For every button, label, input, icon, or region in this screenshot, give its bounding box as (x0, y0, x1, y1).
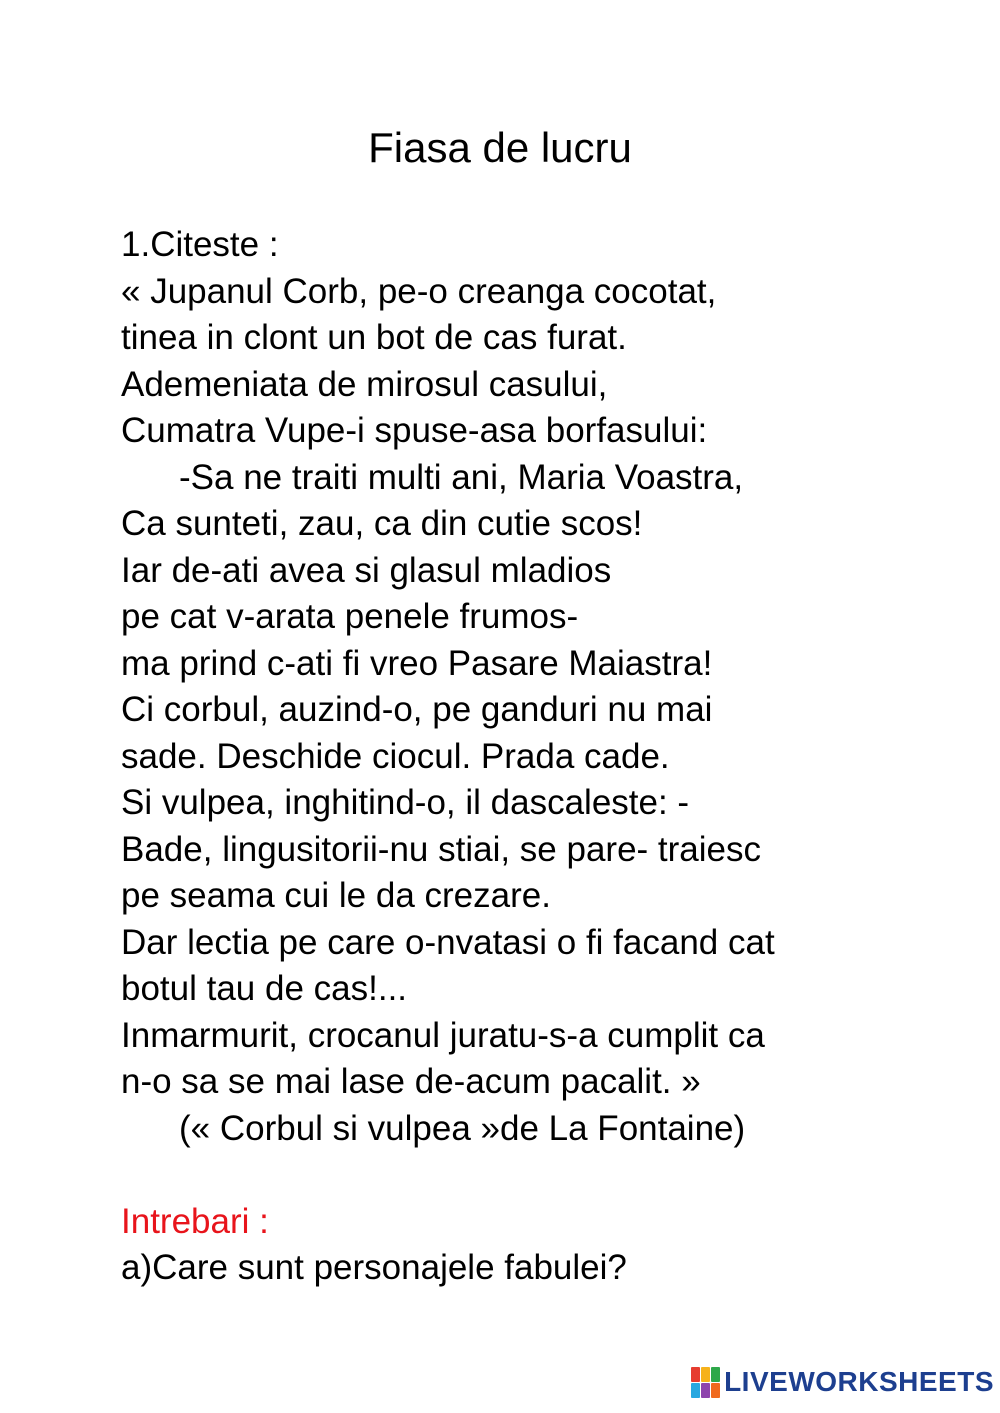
logo-square (711, 1367, 720, 1382)
poem-line: Si vulpea, inghitind-o, il dascaleste: - (121, 783, 690, 822)
liveworksheets-logo[interactable] (691, 1365, 994, 1399)
poem-line: Ademeniata de mirosul casului, (121, 364, 608, 404)
poem-line: Cumatra Vupe-i spuse-asa borfasului: (121, 411, 708, 450)
poem-line: -Sa ne traiti multi ani, Maria Voastra, (179, 457, 744, 497)
poem-line: « Jupanul Corb, pe-o creanga cocotat, (121, 271, 717, 311)
poem-text (121, 269, 921, 1106)
poem-line: Bade, lingusitorii-nu stiai, se pare- traiesc (121, 829, 762, 869)
logo-square (691, 1367, 700, 1382)
poem-line: tinea in clont un bot de cas furat. (121, 318, 627, 357)
logo-grid-icon (691, 1367, 720, 1398)
worksheet-body (121, 222, 921, 1292)
poem-line: Dar lectia pe care o-nvatasi o fi facand cat (121, 922, 775, 962)
logo-text: LIVEWORKSHEETS (724, 1366, 994, 1397)
spacer (121, 1152, 921, 1199)
poem-line: Ci corbul, auzind-o, pe ganduri nu mai (121, 690, 713, 729)
poem-line: ma prind c-ati fi vreo Pasare Maiastra! (121, 643, 713, 683)
page-title: Fiasa de lucru (368, 124, 632, 171)
poem-line: pe cat v-arata penele frumos- (121, 597, 579, 636)
poem-line: pe seama cui le da crezare. (121, 876, 551, 915)
question-a: a)Care sunt personajele fabulei? (121, 1248, 627, 1287)
logo-square (701, 1367, 710, 1382)
logo-square (691, 1383, 700, 1398)
poem-line: Inmarmurit, crocanul juratu-s-a cumplit ca (121, 1015, 765, 1055)
poem-line: Iar de-ati avea si glasul mladios (121, 550, 612, 590)
poem-line: Ca sunteti, zau, ca din cutie scos! (121, 504, 643, 543)
poem-attribution: (« Corbul si vulpea »de La Fontaine) (179, 1108, 746, 1148)
poem-line: botul tau de cas!... (121, 969, 408, 1008)
instruction: 1.Citeste : (121, 225, 279, 264)
questions-heading: Intrebari : (121, 1201, 269, 1241)
poem-line: n-o sa se mai lase de-acum pacalit. » (121, 1062, 701, 1101)
logo-square (711, 1383, 720, 1398)
logo-square (701, 1383, 710, 1398)
poem-line: sade. Deschide ciocul. Prada cade. (121, 736, 670, 776)
